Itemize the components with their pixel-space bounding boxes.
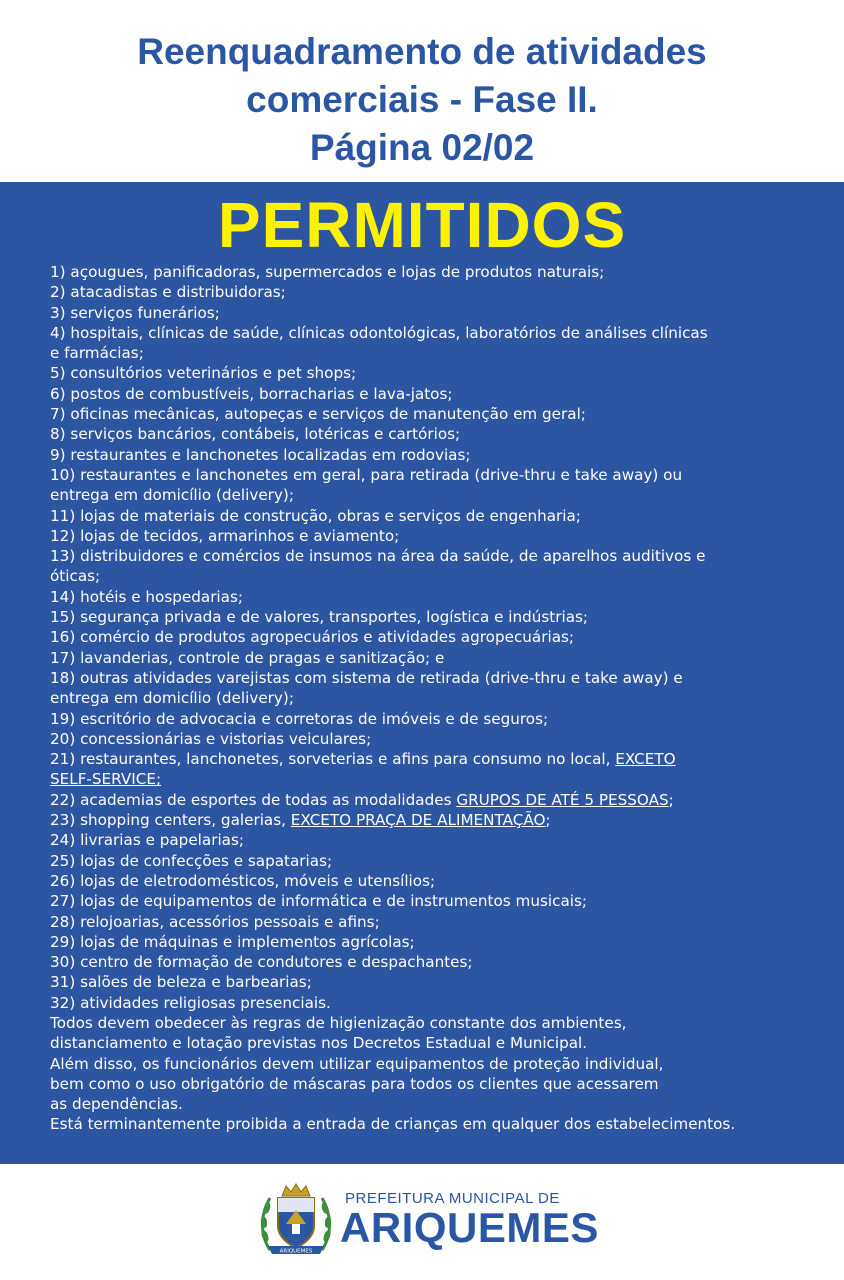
org-label: PREFEITURA MUNICIPAL DE [345, 1190, 560, 1207]
footer [0, 1164, 844, 1280]
note-line: as dependências. [50, 1095, 183, 1114]
list-item: óticas; [50, 567, 101, 586]
list-item: entrega em domicílio (delivery); [50, 689, 294, 708]
list-item: e farmácias; [50, 344, 144, 363]
list-item: 11) lojas de materiais de construção, obras e serviços de engenharia; [50, 506, 581, 525]
list-item: 27) lojas de equipamentos de informática e de instrumentos musicais; [50, 892, 588, 911]
list-item: 14) hotéis e hospedarias; [50, 587, 243, 606]
list-item: 6) postos de combustíveis, borracharias e lava-jatos; [50, 384, 453, 403]
item-21-text: 21) restaurantes, lanchonetes, sorveterias e afins para consumo no local, [50, 750, 616, 769]
page-label: Página 02/02 [309, 127, 535, 168]
item-23-exception: EXCETO PRAÇA DE ALIMENTAÇÃO [290, 811, 546, 830]
item-23-end: ; [545, 811, 551, 830]
note-line: Além disso, os funcionários devem utilizar equipamentos de proteção individual, [50, 1054, 664, 1073]
title-line-2: comerciais - Fase II. [246, 79, 598, 120]
permitted-panel [0, 182, 844, 1164]
list-item: 8) serviços bancários, contábeis, lotéricas e cartórios; [50, 425, 461, 444]
permitted-list [50, 262, 830, 1135]
list-item: 10) restaurantes e lanchonetes em geral, para retirada (drive-thru e take away) ou [50, 465, 683, 484]
list-item: 30) centro de formação de condutores e despachantes; [50, 953, 473, 972]
permitted-headline: PERMITIDOS [217, 189, 627, 261]
list-item: 2) atacadistas e distribuidoras; [50, 283, 286, 302]
list-item: 9) restaurantes e lanchonetes localizadas em rodovias; [50, 445, 471, 464]
list-item-23 [50, 810, 830, 830]
list-item: 13) distribuidores e comércios de insumos na área da saúde, de aparelhos auditivos e [50, 547, 706, 566]
note-line: distanciamento e lotação previstas nos Decretos Estadual e Municipal. [50, 1034, 588, 1053]
org-name: ARIQUEMES [340, 1204, 599, 1251]
municipal-crest-icon [258, 1180, 334, 1260]
list-item: 17) lavanderias, controle de pragas e sanitização; e [50, 648, 445, 667]
title-line-1: Reenquadramento de atividades [137, 31, 707, 72]
list-item: entrega em domicílio (delivery); [50, 486, 294, 505]
list-item: 28) relojoarias, acessórios pessoais e afins; [50, 912, 380, 931]
crest-banner-text: ARIQUEMES [279, 1248, 313, 1255]
list-item: 26) lojas de eletrodomésticos, móveis e utensílios; [50, 871, 436, 890]
list-item-22 [50, 790, 830, 810]
list-item: 25) lojas de confecções e sapatarias; [50, 851, 333, 870]
list-item: 24) livrarias e papelarias; [50, 831, 244, 850]
item-21-exception: EXCETO [615, 750, 676, 769]
list-item: 3) serviços funerários; [50, 303, 220, 322]
item-23-text: 23) shopping centers, galerias, [50, 811, 291, 830]
item-22-end: ; [668, 790, 674, 809]
header [0, 0, 844, 182]
note-line: bem como o uso obrigatório de máscaras para todos os clientes que acessarem [50, 1074, 659, 1093]
list-item: 1) açougues, panificadoras, supermercados e lojas de produtos naturais; [50, 263, 605, 281]
item-22-text: 22) academias de esportes de todas as modalidades [50, 790, 457, 809]
list-item-21-cont [50, 769, 830, 789]
list-item: 20) concessionárias e vistorias veiculares; [50, 729, 372, 748]
list-item: 5) consultórios veterinários e pet shops; [50, 364, 357, 383]
list-item: 32) atividades religiosas presenciais. [50, 993, 331, 1012]
list-item: 4) hospitais, clínicas de saúde, clínicas odontológicas, laboratórios de análises clínicas [50, 323, 708, 342]
list-item: 7) oficinas mecânicas, autopeças e serviços de manutenção em geral; [50, 405, 586, 424]
note-line: Está terminantemente proibida a entrada de crianças em qualquer dos estabelecimentos. [50, 1115, 736, 1134]
list-item: 19) escritório de advocacia e corretoras de imóveis e de seguros; [50, 709, 549, 728]
list-item-21 [50, 749, 830, 769]
list-item: 12) lojas de tecidos, armarinhos e aviamento; [50, 526, 400, 545]
note-line: Todos devem obedecer às regras de higienização constante dos ambientes, [50, 1013, 627, 1032]
list-item: 15) segurança privada e de valores, transportes, logística e indústrias; [50, 608, 589, 627]
item-21-exception-cont: SELF-SERVICE; [50, 770, 162, 789]
list-item: 31) salões de beleza e barbearias; [50, 973, 312, 992]
list-item: 18) outras atividades varejistas com sistema de retirada (drive-thru e take away) e [50, 668, 683, 687]
list-item: 16) comércio de produtos agropecuários e atividades agropecuárias; [50, 628, 575, 647]
item-22-restriction: GRUPOS DE ATÉ 5 PESSOAS [456, 790, 669, 809]
list-item: 29) lojas de máquinas e implementos agrícolas; [50, 932, 415, 951]
